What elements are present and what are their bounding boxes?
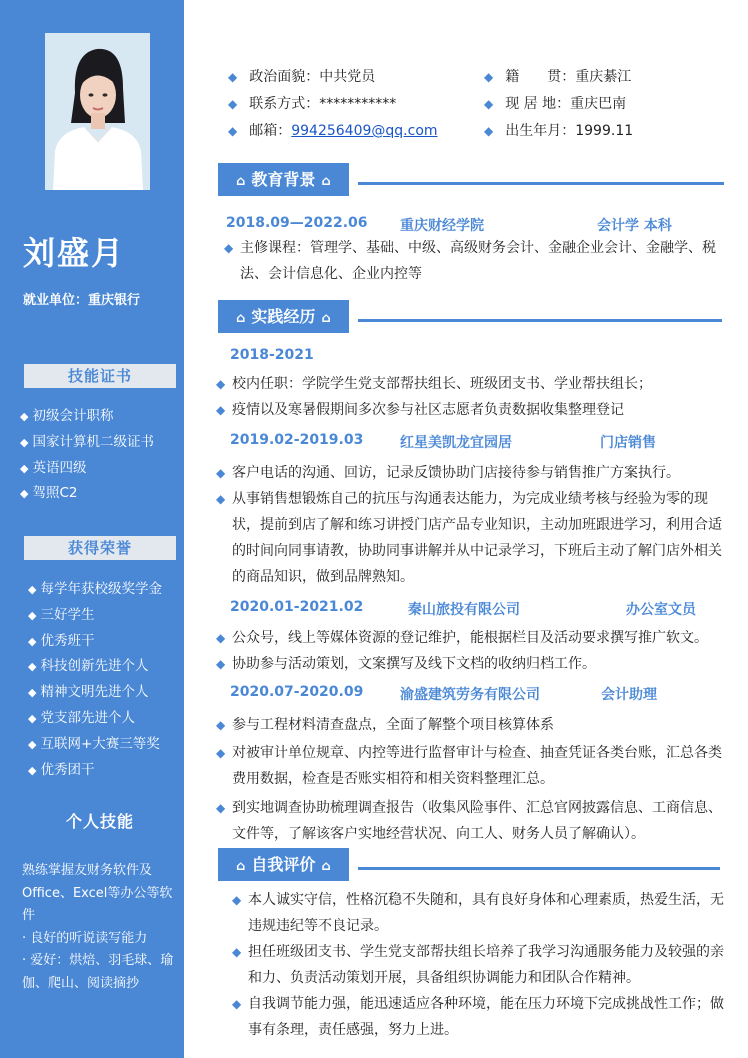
practice-role: 门店销售 [600,435,656,451]
list-item: ◆ 英语四级 [20,459,87,476]
employer: 就业单位：重庆银行 [23,293,141,308]
info-email: ◆ 邮箱：994256409@qq.com [228,123,438,139]
practice-org: 秦山旅投有限公司 [408,602,520,618]
section-tab: ⌂ 自我评价 ⌂ [218,848,349,881]
practice-org: 红星美凯龙宜园居 [400,435,512,451]
self-eval-bullet: ◆ 自我调节能力强，能迅速适应各种环境，能在压力环境下完成挑战性工作；做事有条理，责任感强，努力上进。 [248,991,724,1043]
certs-list [20,404,154,507]
diamond-icon: ◆ [216,631,226,645]
diamond-icon: ◆ [216,466,226,480]
diamond-icon: ◆ [28,686,37,700]
practice-bullet: ◆ 疫情以及寒暑假期间多次参与社区志愿者负责数据收集整理登记 [232,397,726,423]
diamond-icon: ◆ [216,718,226,732]
candidate-name: 刘盛月 [23,234,126,272]
divider [358,867,720,870]
section-tab: ⌂ 教育背景 ⌂ [218,163,349,196]
self-eval-bullet: ◆ 本人诚实守信，性格沉稳不失随和，具有良好身体和心理素质，热爱生活，无违规违纪等不良记录。 [248,887,724,939]
practice-bullet: ◆ 到实地调查协助梳理调查报告（收集风险事件、汇总官网披露信息、工商信息、 文件等，了解该客户实地经营状况、向工人、财务人员了解确认）。 [232,795,726,847]
diamond-icon: ◆ [216,403,226,417]
divider [358,319,722,322]
diamond-icon: ◆ [28,634,37,648]
list-item: ◆ 优秀班干 [28,632,95,649]
honors-list [28,577,162,783]
info-contact: ◆ 联系方式：*********** [228,96,397,112]
house-icon: ⌂ [321,311,331,326]
practice-bullet: ◆ 校内任职：学院学生党支部帮扶组长、班级团支书、学业帮扶组长； [232,371,726,397]
list-item: · 爱好：烘焙、羽毛球、瑜伽、爬山、阅读摘抄 [22,953,174,991]
list-item: ◆ 初级会计职称 [20,408,114,424]
diamond-icon: ◆ [28,608,37,622]
edu-courses: ◆ 主修课程：管理学、基础、中级、高级财务会计、金融企业会计、金融学、税法、会计信息化、企业内控等 [240,235,726,287]
edu-major: 会计学 本科 [597,218,672,234]
diamond-icon: ◆ [232,997,242,1011]
info-political: ◆ 政治面貌：中共党员 [228,69,376,85]
list-item: ◆ 国家计算机二级证书 [20,433,154,450]
diamond-icon: ◆ [228,97,238,111]
practice-bullet: ◆ 协助参与活动策划，文案撰写及线下文档的收纳归档工作。 [232,651,726,677]
practice-period: 2020.07-2020.09 [230,684,364,700]
divider [358,182,724,185]
profile-photo [45,33,150,190]
diamond-icon: ◆ [20,487,29,501]
list-item: 熟练掌握友财务软件及Office、Excel等办公等软件 [22,863,173,923]
self-eval-bullet: ◆ 担任班级团支书、学生党支部帮扶组长培养了我学习沟通服务能力及较强的亲和力、负责活动策划开展，具备组织协调能力和团队合作精神。 [248,939,724,991]
diamond-icon: ◆ [20,435,29,449]
education-header [218,163,724,196]
diamond-icon: ◆ [28,763,37,777]
house-icon: ⌂ [236,174,246,189]
diamond-icon: ◆ [484,70,494,84]
info-birth: ◆ 出生年月：1999.11 [484,123,634,139]
practice-bullet: ◆ 公众号，线上等媒体资源的登记维护，能根据栏目及活动要求撰写推广软文。 [232,625,726,651]
self-eval-header [218,848,720,881]
list-item: ◆ 三好学生 [28,606,95,623]
diamond-icon: ◆ [216,801,226,815]
list-item: · 良好的听说读写能力 [22,930,148,946]
practice-period: 2019.02-2019.03 [230,432,364,448]
practice-bullet: ◆ 客户电话的沟通、回访，记录反馈协助门店接待参与销售推广方案执行。 [232,460,726,486]
diamond-icon: ◆ [216,657,226,671]
honors-title: 获得荣誉 [24,536,176,560]
practice-period: 2018-2021 [230,347,314,363]
diamond-icon: ◆ [224,241,234,255]
diamond-icon: ◆ [28,583,37,596]
diamond-icon: ◆ [20,410,29,423]
email-link[interactable]: 994256409@qq.com [291,123,438,139]
practice-bullet: ◆ 对被审计单位规章、内控等进行监督审计与检查、抽查凭证各类台账，汇总各类费用数据，检查是否账实相符和相关资料整理汇总。 [232,740,726,792]
practice-bullet: ◆ 参与工程材料清查盘点，全面了解整个项目核算体系 [232,712,726,738]
house-icon: ⌂ [321,859,331,874]
info-residence: ◆ 现 居 地：重庆巴南 [484,96,627,112]
house-icon: ⌂ [321,174,331,189]
house-icon: ⌂ [236,859,246,874]
edu-school: 重庆财经学院 [400,218,484,234]
skills-title: 个人技能 [65,812,134,831]
edu-period: 2018.09—2022.06 [226,215,368,231]
section-tab: ⌂ 实践经历 ⌂ [218,300,349,333]
diamond-icon: ◆ [216,746,226,760]
practice-org: 渝盛建筑劳务有限公司 [400,687,540,703]
practice-period: 2020.01-2021.02 [230,599,364,615]
list-item: ◆ 党支部先进个人 [28,709,135,726]
list-item: ◆ 驾照C2 [20,485,78,502]
diamond-icon: ◆ [484,124,494,138]
list-item: ◆ 科技创新先进个人 [28,658,149,675]
diamond-icon: ◆ [28,660,37,674]
diamond-icon: ◆ [232,893,242,907]
house-icon: ⌂ [236,311,246,326]
practice-role: 会计助理 [601,687,657,703]
diamond-icon: ◆ [28,711,37,725]
diamond-icon: ◆ [232,945,242,959]
diamond-icon: ◆ [216,492,226,506]
list-item: ◆ 互联网+大赛三等奖 [28,735,160,752]
list-item: ◆ 每学年获校级奖学金 [28,581,162,597]
diamond-icon: ◆ [228,124,238,138]
list-item: ◆ 精神文明先进个人 [28,684,149,701]
diamond-icon: ◆ [228,70,238,84]
practice-bullet: ◆ 从事销售想锻炼自己的抗压与沟通表达能力，为完成业绩考核与经验为零的现状，提前到店了解和练习讲授门店产品专业知识，主动加班跟进学习，利用合适的时间向同事请教，协助同事讲解并从中记录学习，下班后主动了解门店外相关的商品知识，做到品牌熟知。 [232,486,726,590]
diamond-icon: ◆ [28,737,37,751]
info-native: ◆ 籍 贯：重庆綦江 [484,69,632,85]
diamond-icon: ◆ [484,97,494,111]
skills-list [22,860,182,995]
diamond-icon: ◆ [20,461,29,475]
practice-role: 办公室文员 [626,602,696,618]
list-item: ◆ 优秀团干 [28,761,95,778]
sidebar [0,0,184,1058]
certs-title: 技能证书 [24,364,176,388]
diamond-icon: ◆ [216,377,226,391]
practice-header [218,300,722,333]
